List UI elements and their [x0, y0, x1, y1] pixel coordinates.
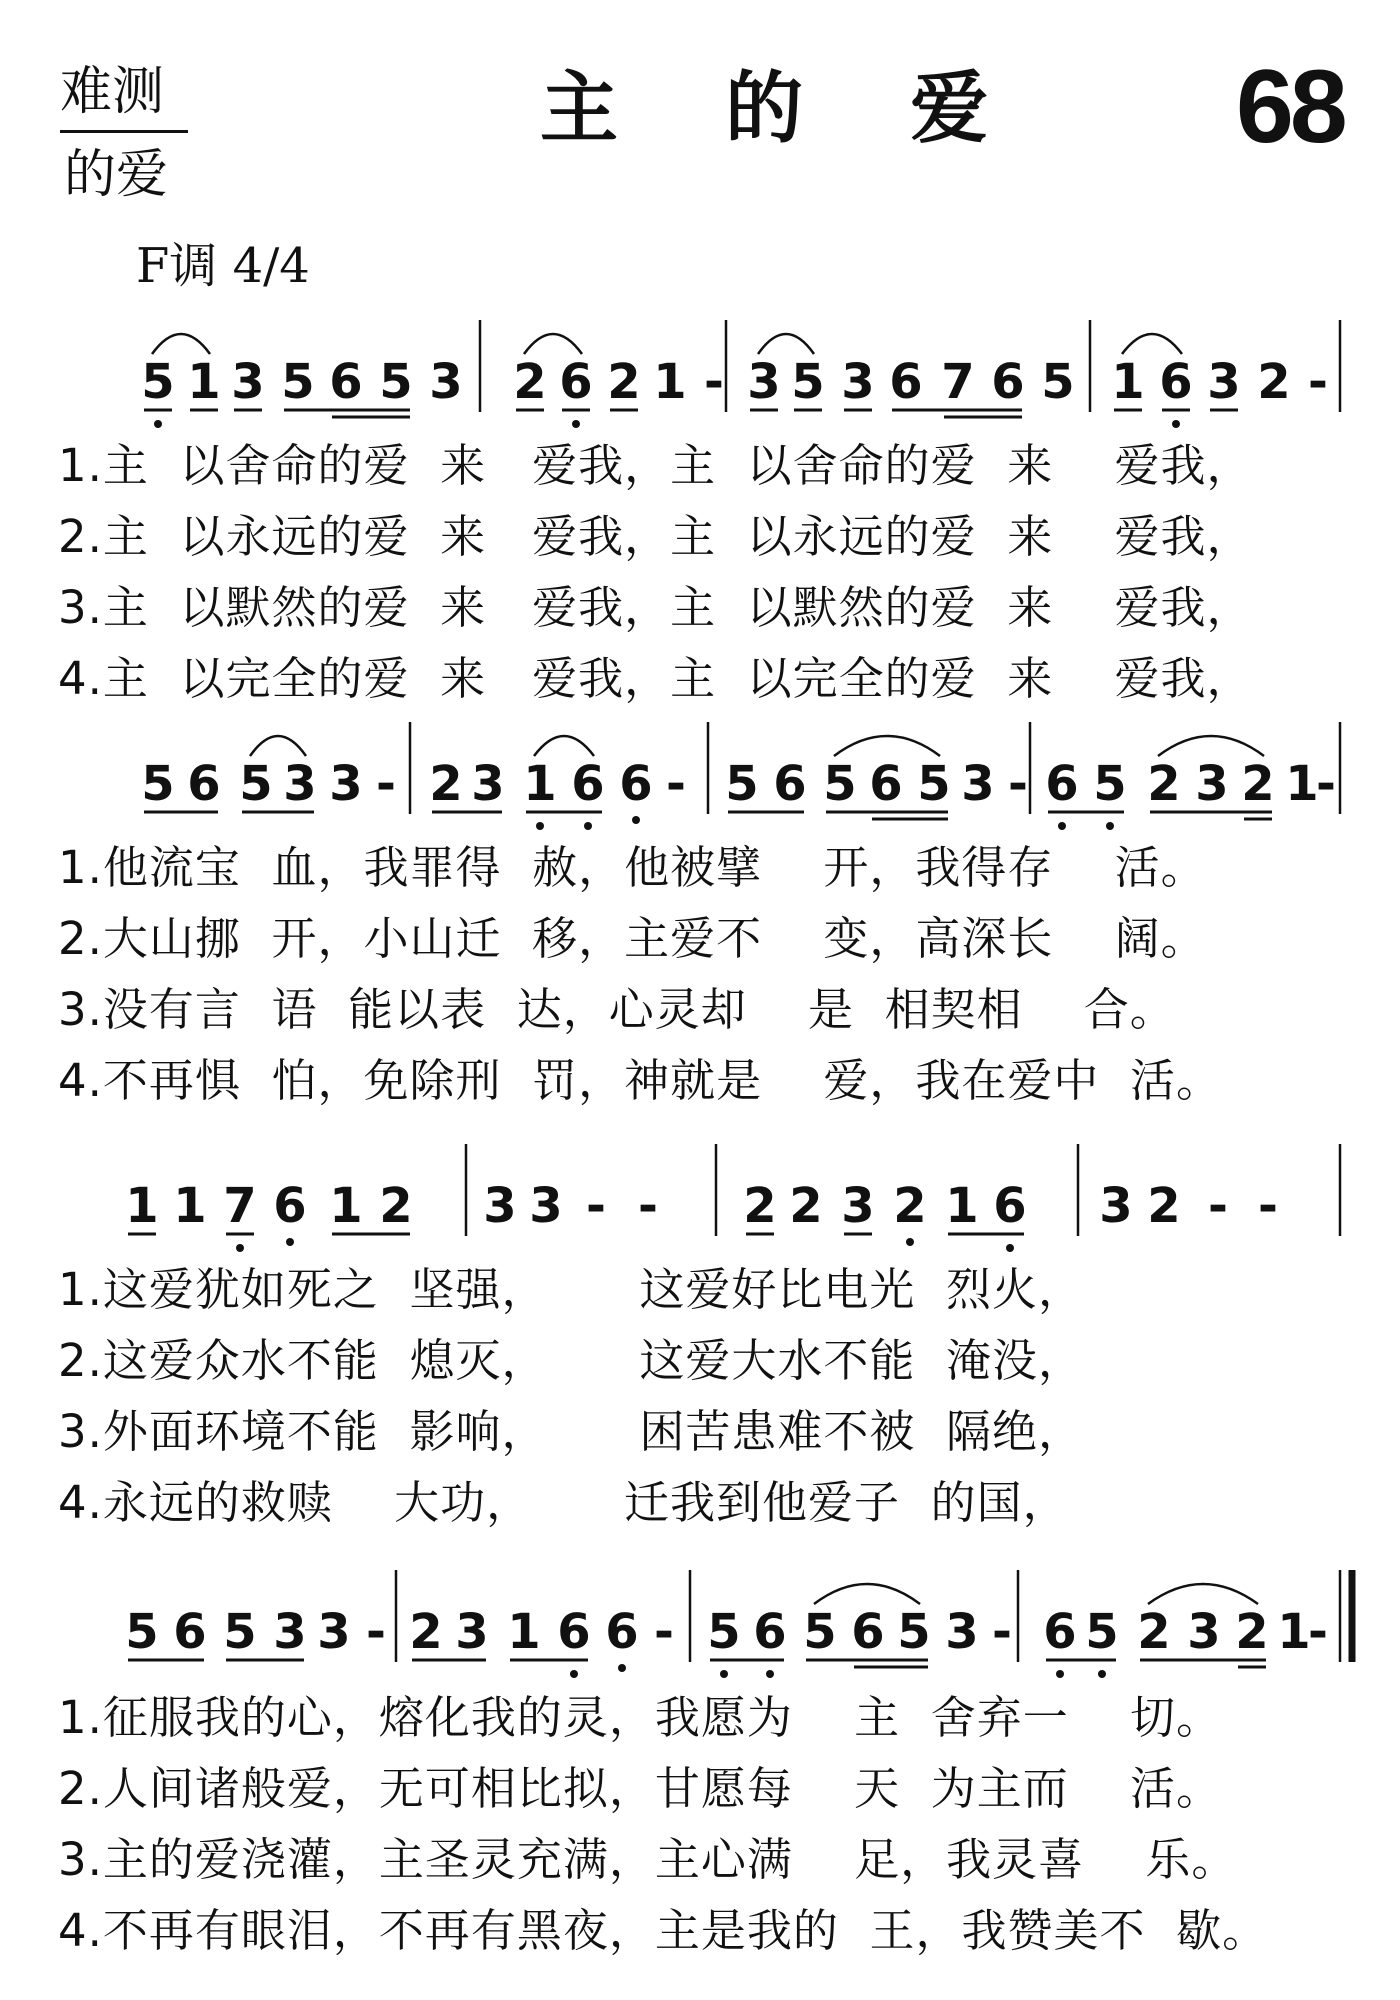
hymn-title: 主 的 爱 [540, 64, 1029, 154]
note: 1 [187, 354, 221, 410]
note-dash: - [1316, 756, 1336, 812]
note: 7 [941, 354, 975, 410]
note: 6 [889, 354, 923, 410]
lower-octave-dot [906, 1238, 914, 1246]
note: 5 [803, 1604, 837, 1660]
note: 3 [961, 756, 995, 812]
note: 3 [1195, 756, 1229, 812]
hymn-number: 68 [1236, 49, 1344, 165]
lower-octave-dot [720, 1670, 728, 1678]
slur-arc [758, 334, 814, 354]
lyric-line: 2.人间诸般爱，无可相比拟，甘愿每 天 为主而 活。 [58, 1762, 1222, 1815]
lower-octave-dot [1098, 1670, 1106, 1678]
note: 6 [991, 354, 1025, 410]
note: 6 [557, 1604, 591, 1660]
note: 3 [455, 1604, 489, 1660]
note-dash: - [666, 756, 686, 812]
note: 2 [379, 1178, 413, 1234]
note: 1 [1285, 756, 1319, 812]
note: 3 [273, 1604, 307, 1660]
note: 2 [1257, 354, 1291, 410]
lyric-line: 2.这爱众水不能 熄灭， 这爱大水不能 淹没， [58, 1334, 1084, 1387]
note: 5 [917, 756, 951, 812]
note: 5 [1041, 354, 1075, 410]
note: 6 [329, 354, 363, 410]
note: 5 [823, 756, 857, 812]
slur-arc [534, 736, 594, 756]
lyric-line: 1.这爱犹如死之 坚强， 这爱好比电光 烈火， [58, 1263, 1084, 1316]
note: 3 [231, 354, 265, 410]
note: 5 [141, 756, 175, 812]
note-dash: - [1208, 1178, 1228, 1234]
note-dash: - [1008, 756, 1028, 812]
note: 3 [483, 1178, 517, 1234]
note-dash: - [1258, 1178, 1278, 1234]
lower-octave-dot [1106, 822, 1114, 830]
note-dash: - [586, 1178, 606, 1234]
lower-octave-dot [766, 1670, 774, 1678]
lyric-line: 3.主的爱浇灌，主圣灵充满，主心满 足，我灵喜 乐。 [58, 1833, 1238, 1886]
collection-label-top: 难测 [60, 62, 165, 122]
note: 3 [283, 756, 317, 812]
note-dash: - [366, 1604, 386, 1660]
note: 5 [707, 1604, 741, 1660]
note: 6 [773, 756, 807, 812]
lower-octave-dot [584, 822, 592, 830]
note: 1 [945, 1178, 979, 1234]
note: 2 [743, 1178, 777, 1234]
note: 1 [653, 354, 687, 410]
lyric-line: 1.征服我的心，熔化我的灵，我愿为 主 舍弃一 切。 [58, 1691, 1222, 1744]
note: 1 [329, 1178, 363, 1234]
lower-octave-dot [618, 1664, 626, 1672]
note-dash: - [638, 1178, 658, 1234]
note: 2 [1241, 756, 1275, 812]
note: 2 [1147, 756, 1181, 812]
note: 1 [173, 1178, 207, 1234]
note: 2 [409, 1604, 443, 1660]
note: 6 [1159, 354, 1193, 410]
lower-octave-dot [570, 1670, 578, 1678]
note: 1 [1277, 1604, 1311, 1660]
note: 1 [507, 1604, 541, 1660]
note: 5 [239, 756, 273, 812]
note: 3 [317, 1604, 351, 1660]
lower-octave-dot [1056, 1670, 1064, 1678]
note: 5 [281, 354, 315, 410]
lyric-line: 4.不再有眼泪，不再有黑夜，主是我的 王，我赞美不 歇。 [58, 1904, 1269, 1957]
lyric-line: 4.主 以完全的爱 来 爱我，主 以完全的爱 来 爱我， [58, 652, 1253, 705]
note: 5 [223, 1604, 257, 1660]
note: 5 [1093, 756, 1127, 812]
note: 3 [1187, 1604, 1221, 1660]
note: 3 [747, 354, 781, 410]
note-dash: - [704, 354, 724, 410]
note: 3 [529, 1178, 563, 1234]
note: 1 [125, 1178, 159, 1234]
note: 6 [619, 756, 653, 812]
note-dash: - [1308, 1604, 1328, 1660]
note: 6 [173, 1604, 207, 1660]
lyric-line: 1.他流宝 血，我罪得 赦，他被擘 开，我得存 活。 [58, 841, 1207, 894]
slur-arc [814, 1584, 920, 1604]
lyric-line: 2.大山挪 开，小山迁 移，主爱不 变，高深长 阔。 [58, 912, 1207, 965]
note: 3 [1099, 1178, 1133, 1234]
lyric-line: 3.主 以默然的爱 来 爱我，主 以默然的爱 来 爱我， [58, 581, 1253, 634]
note: 6 [571, 756, 605, 812]
slur-arc [1148, 1584, 1258, 1604]
note: 2 [607, 354, 641, 410]
lower-octave-dot [572, 420, 580, 428]
note: 2 [1147, 1178, 1181, 1234]
lower-octave-dot [236, 1244, 244, 1252]
note: 5 [791, 354, 825, 410]
note: 2 [429, 756, 463, 812]
note-dash: - [1308, 354, 1328, 410]
lyric-line: 3.没有言 语 能以表 达，心灵却 是 相契相 合。 [58, 983, 1176, 1036]
note: 2 [513, 354, 547, 410]
note: 3 [429, 354, 463, 410]
slur-arc [1158, 736, 1264, 756]
slur-arc [834, 736, 940, 756]
note: 6 [869, 756, 903, 812]
collection-label-bottom: 的爱 [64, 145, 169, 205]
note: 3 [1207, 354, 1241, 410]
lower-octave-dot [1172, 420, 1180, 428]
lyric-line: 3.外面环境不能 影响， 困苦患难不被 隔绝， [58, 1405, 1084, 1458]
note: 1 [1111, 354, 1145, 410]
lower-octave-dot [1058, 822, 1066, 830]
lower-octave-dot [286, 1238, 294, 1246]
slur-arc [524, 334, 582, 354]
note: 2 [893, 1178, 927, 1234]
note-dash: - [376, 756, 396, 812]
note: 6 [273, 1178, 307, 1234]
note: 5 [379, 354, 413, 410]
note: 5 [897, 1604, 931, 1660]
note: 6 [851, 1604, 885, 1660]
note: 2 [789, 1178, 823, 1234]
lyric-line: 1.主 以舍命的爱 来 爱我，主 以舍命的爱 来 爱我， [58, 439, 1253, 492]
slur-arc [250, 736, 306, 756]
note: 6 [559, 354, 593, 410]
note: 2 [1235, 1604, 1269, 1660]
lyric-line: 4.永远的救赎 大功， 迁我到他爱子 的国， [58, 1476, 1069, 1529]
note: 5 [725, 756, 759, 812]
note-dash: - [654, 1604, 674, 1660]
note: 7 [223, 1178, 257, 1234]
slur-arc [1122, 334, 1182, 354]
lyric-line: 2.主 以永远的爱 来 爱我，主 以永远的爱 来 爱我， [58, 510, 1253, 563]
note: 3 [841, 1178, 875, 1234]
note: 6 [605, 1604, 639, 1660]
note: 6 [187, 756, 221, 812]
note: 5 [141, 354, 175, 410]
note: 3 [841, 354, 875, 410]
note: 3 [945, 1604, 979, 1660]
note: 5 [125, 1604, 159, 1660]
note: 5 [1085, 1604, 1119, 1660]
note: 6 [1045, 756, 1079, 812]
lyric-line: 4.不再惧 怕，免除刑 罚，神就是 爱，我在爱中 活。 [58, 1054, 1222, 1107]
lower-octave-dot [536, 822, 544, 830]
note: 2 [1137, 1604, 1171, 1660]
key-signature: F调 4/4 [136, 238, 310, 294]
note: 6 [993, 1178, 1027, 1234]
note: 6 [1043, 1604, 1077, 1660]
note-dash: - [992, 1604, 1012, 1660]
note: 3 [329, 756, 363, 812]
note: 6 [753, 1604, 787, 1660]
lower-octave-dot [632, 816, 640, 824]
slur-arc [152, 334, 210, 354]
lower-octave-dot [154, 420, 162, 428]
lower-octave-dot [1006, 1244, 1014, 1252]
note: 1 [523, 756, 557, 812]
note: 3 [471, 756, 505, 812]
